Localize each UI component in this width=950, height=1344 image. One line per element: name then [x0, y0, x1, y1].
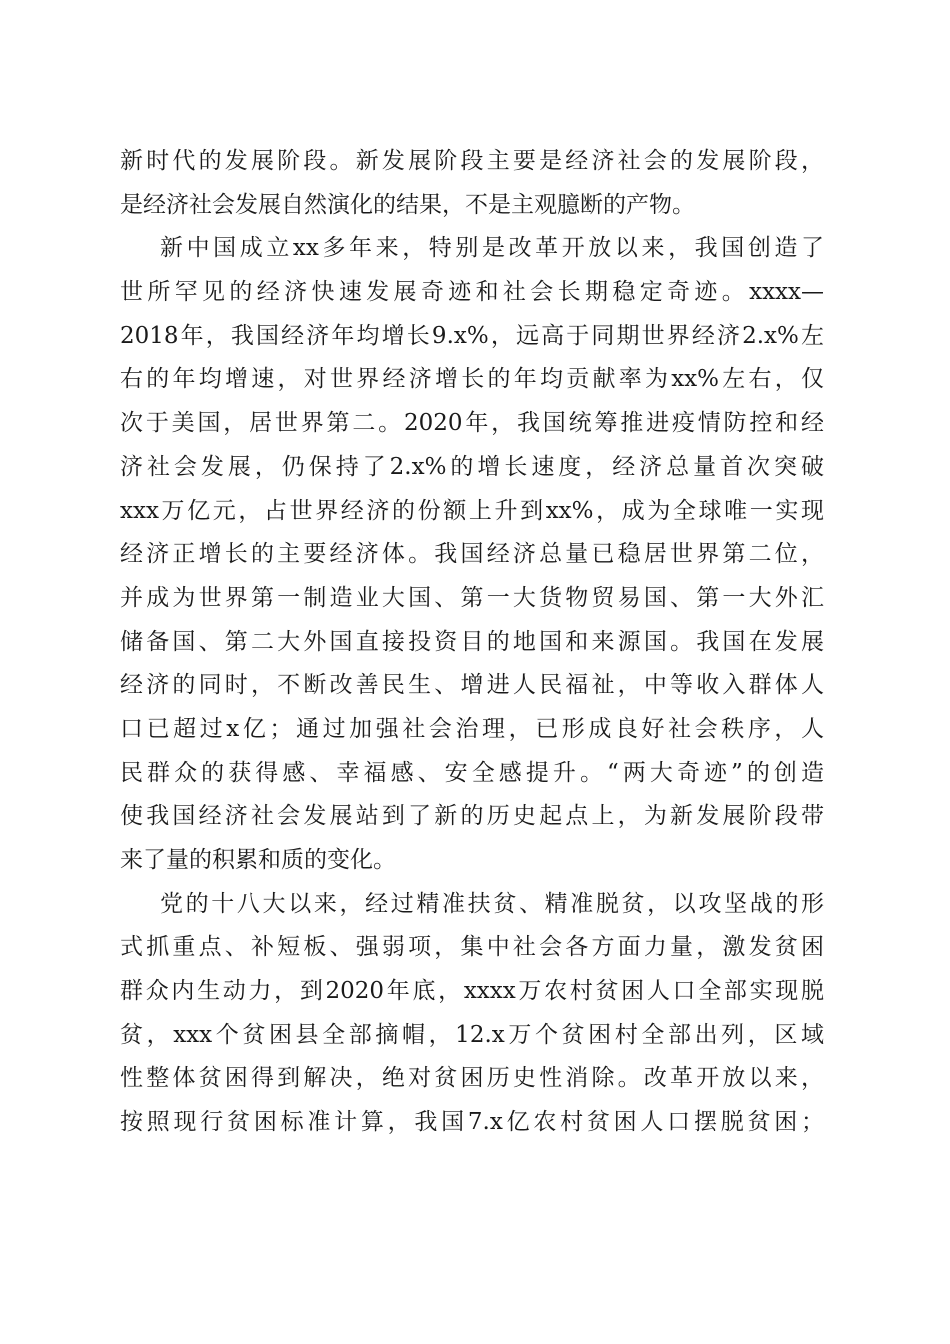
text-line: 按照现行贫困标准计算，我国7.x亿农村贫困人口摆脱贫困； — [120, 1109, 824, 1136]
text-line: 右的年均增速，对世界经济增长的年均贡献率为xx%左右，仅 — [120, 366, 824, 393]
text-line: 性整体贫困得到解决，绝对贫困历史性消除。改革开放以来， — [120, 1065, 824, 1092]
text-line: 口已超过x亿；通过加强社会治理，已形成良好社会秩序，人 — [120, 715, 824, 742]
text-line: 世所罕见的经济快速发展奇迹和社会长期稳定奇迹。xxxx— — [120, 279, 824, 306]
text-line: 新中国成立xx多年来，特别是改革开放以来，我国创造了 — [160, 235, 824, 262]
text-line: 2018年，我国经济年均增长9.x%，远高于同期世界经济2.x%左 — [120, 322, 824, 349]
text-line: 来了量的积累和质的变化。 — [120, 847, 396, 873]
text-line: 使我国经济社会发展站到了新的历史起点上，为新发展阶段带 — [120, 803, 824, 830]
text-line: 次于美国，居世界第二。2020年，我国统筹推进疫情防控和经 — [120, 410, 824, 437]
text-line: 贫，xxx个贫困县全部摘帽，12.x万个贫困村全部出列，区域 — [120, 1021, 824, 1048]
text-line: 储备国、第二大外国直接投资目的地国和来源国。我国在发展 — [120, 628, 824, 655]
text-line: xxx万亿元，占世界经济的份额上升到xx%，成为全球唯一实现 — [120, 497, 824, 524]
text-line: 经济的同时，不断改善民生、增进人民福祉，中等收入群体人 — [120, 672, 824, 699]
text-line: 民群众的获得感、幸福感、安全感提升。“两大奇迹”的创造 — [120, 759, 824, 786]
text-line: 群众内生动力，到2020年底，xxxx万农村贫困人口全部实现脱 — [120, 978, 824, 1005]
text-line: 济社会发展，仍保持了2.x%的增长速度，经济总量首次突破 — [120, 453, 824, 480]
text-line: 并成为世界第一制造业大国、第一大货物贸易国、第一大外汇 — [120, 584, 824, 611]
text-line: 是经济社会发展自然演化的结果，不是主观臆断的产物。 — [120, 191, 695, 218]
body-text — [120, 140, 824, 1145]
text-line: 新时代的发展阶段。新发展阶段主要是经济社会的发展阶段， — [120, 148, 824, 174]
text-line: 经济正增长的主要经济体。我国经济总量已稳居世界第二位， — [120, 541, 824, 568]
text-line: 式抓重点、补短板、强弱项，集中社会各方面力量，激发贫困 — [120, 934, 824, 961]
text-line: 党的十八大以来，经过精准扶贫、精准脱贫，以攻坚战的形 — [160, 890, 824, 917]
